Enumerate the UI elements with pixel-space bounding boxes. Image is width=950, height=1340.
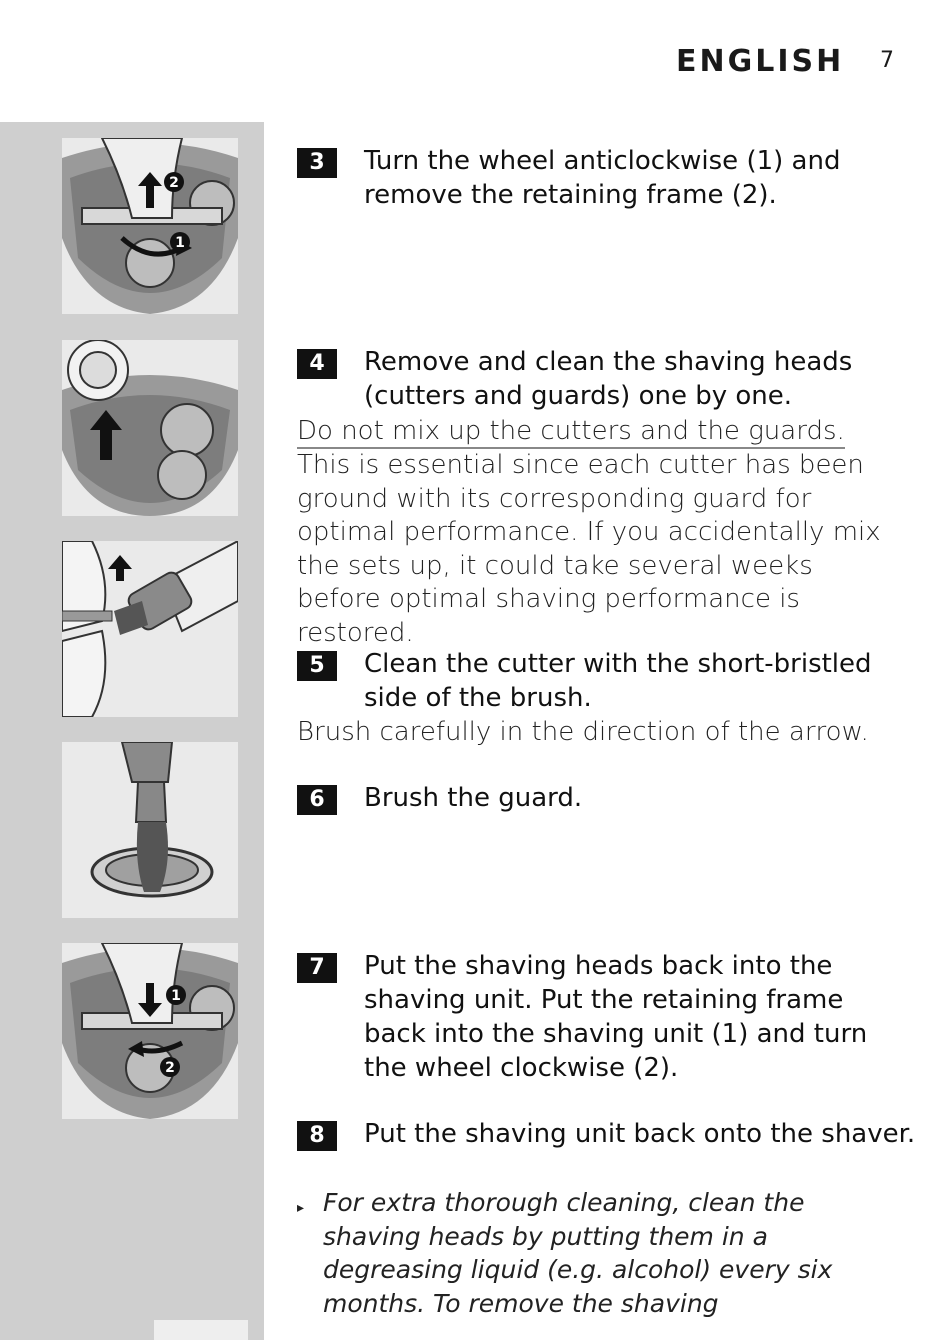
callout-2: 2 — [169, 175, 179, 191]
warning-body: This is essential since each cutter has been ground with its corresponding guard for optimal performance. If you accidentally mix the sets up, it could take several weeks before optimal shaving performance is restored. — [297, 450, 881, 648]
step-4-note — [297, 415, 897, 650]
warning-underlined: Do not mix up the cutters and the guards. — [297, 416, 845, 449]
step-number: 3 — [297, 148, 337, 178]
step-number: 7 — [297, 953, 337, 983]
step-text: Put the shaving unit back onto the shaver. — [364, 1119, 916, 1149]
illustration-replace-frame — [62, 943, 238, 1119]
step-number: 6 — [297, 785, 337, 815]
callout-1: 1 — [175, 235, 185, 251]
step-text: Clean the cutter with the short-bristled side of the brush. — [364, 649, 872, 713]
step-number: 5 — [297, 651, 337, 681]
bullet-icon: ▸ — [297, 1200, 305, 1216]
illustration-remove-heads — [62, 340, 238, 516]
illustration-brush-guard — [62, 742, 238, 918]
sidebar-bottom-block — [154, 1320, 248, 1340]
step-5-note: Brush carefully in the direction of the arrow. — [297, 717, 869, 747]
callout-1: 1 — [171, 988, 181, 1004]
step-text: Remove and clean the shaving heads (cutters and guards) one by one. — [364, 347, 853, 411]
step-text: Brush the guard. — [364, 783, 583, 813]
page-number: 7 — [880, 48, 894, 73]
step-text: Turn the wheel anticlockwise (1) and remove the retaining frame (2). — [364, 146, 841, 210]
step-number: 8 — [297, 1121, 337, 1151]
callout-2: 2 — [165, 1060, 175, 1076]
header-language: ENGLISH — [676, 44, 845, 79]
step-number: 4 — [297, 349, 337, 379]
step-text: Put the shaving heads back into the shaving unit. Put the retaining frame back into the shaving unit (1) and turn the wheel clockwise (2). — [364, 951, 868, 1083]
illustration-remove-frame — [62, 138, 238, 314]
illustration-clean-cutter — [62, 541, 238, 717]
tip-text: For extra thorough cleaning, clean the shaving heads by putting them in a degreasing liquid (e.g. alcohol) every six months. To remove the shaving — [323, 1188, 833, 1318]
